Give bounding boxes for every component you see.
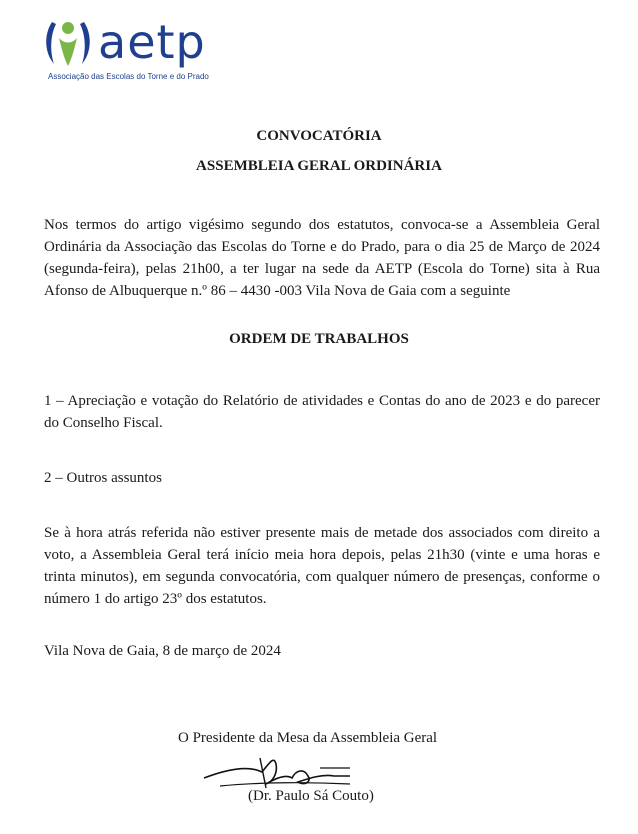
logo-subtitle: Associação das Escolas do Torne e do Prado	[48, 72, 209, 81]
aetp-logo	[40, 14, 250, 84]
agenda-item-1: 1 – Apreciação e votação do Relatório de atividades e Contas do ano de 2023 e do parecer do Conselho Fiscal.	[44, 393, 600, 431]
president-title: O Presidente da Mesa da Assembleia Geral	[178, 730, 438, 746]
logo-figure-icon	[42, 16, 94, 70]
logo-text: aetp	[98, 15, 206, 69]
agenda-title: ORDEM DE TRABALHOS	[229, 331, 409, 347]
agenda-item-2: 2 – Outros assuntos	[44, 470, 162, 486]
signer-name: (Dr. Paulo Sá Couto)	[248, 788, 374, 804]
intro-paragraph: Nos termos do artigo vigésimo segundo dos estatutos, convoca-se a Assembleia Geral Ordinária da Associação das Escolas do Torne e do Prado, para o dia 25 de Março de 2024 (segunda-feira), pelas 21h00, a ter lugar na sede da AETP (Escola do Torne) sita à Rua Afonso de Albuquerque n.º 86 – 4430 -003 Vila Nova de Gaia com a seguinte	[44, 217, 600, 299]
document-subtitle: ASSEMBLEIA GERAL ORDINÁRIA	[196, 158, 442, 174]
place-date: Vila Nova de Gaia, 8 de março de 2024	[44, 643, 281, 659]
document-title: CONVOCATÓRIA	[256, 128, 382, 144]
quorum-note: Se à hora atrás referida não estiver presente mais de metade dos associados com direito a voto, a Assembleia Geral terá início meia hora depois, pelas 21h30 (vinte e uma horas e trinta minutos), em segunda convocatória, com qualquer número de presenças, conforme o número 1 do artigo 23º dos estatutos.	[44, 525, 600, 607]
